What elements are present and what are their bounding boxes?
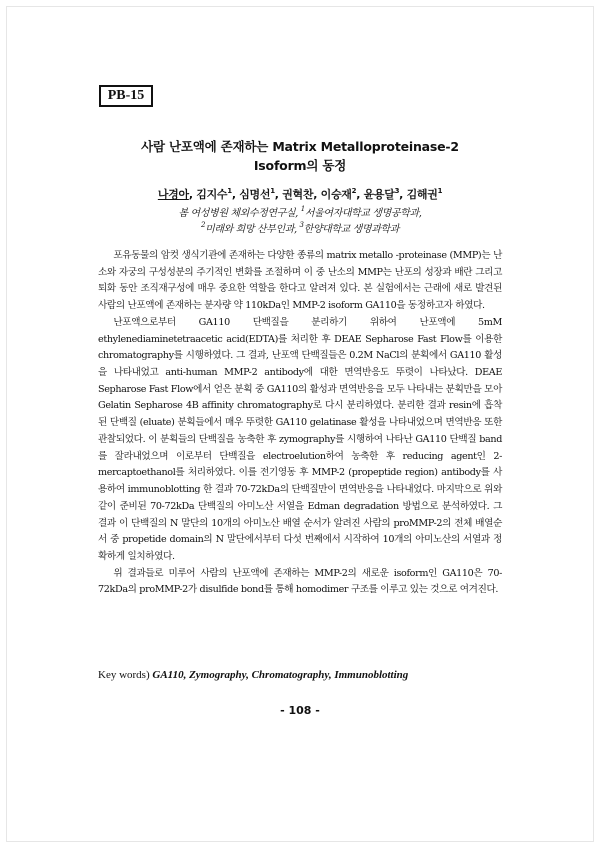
author-sep: , — [356, 188, 364, 201]
author-sup: 1 — [437, 187, 443, 195]
author-name: 심명선 — [239, 188, 271, 201]
keywords — [98, 669, 502, 681]
title-line-2: Isoform의 동정 — [253, 158, 347, 173]
affiliation-text: 미래와 희망 산부인과, — [205, 224, 300, 235]
title-line-1: 사람 난포액에 존재하는 Matrix Metalloproteinase-2 — [141, 139, 459, 154]
affiliation-sup: 2 — [201, 221, 206, 229]
author-sup: 1 — [227, 187, 232, 195]
author-name: 윤용달 — [363, 188, 395, 201]
author-sep: , — [399, 188, 407, 201]
affiliation-line-2 — [100, 220, 500, 235]
author-name: 이승재 — [320, 188, 352, 201]
author-name: 나경아 — [157, 188, 189, 201]
author-sep: , — [231, 188, 240, 201]
affiliation-sup: 1 — [300, 205, 305, 213]
affiliation-text: 한양대학교 생명과학과 — [303, 224, 399, 235]
abstract-body — [98, 248, 502, 599]
author-sep: , — [313, 188, 321, 201]
author-name: 김해권 — [406, 188, 438, 201]
author-list — [100, 186, 500, 202]
author-sup: 1 — [270, 187, 275, 195]
page-number: - 108 - — [280, 704, 320, 717]
poster-label: PB-15 — [99, 85, 153, 107]
abstract-paragraph: 포유동물의 암컷 생식기관에 존재하는 다양한 종류의 matrix metallo -proteinase (MMP)는 난소와 자궁의 구성성분의 주기적인 변화를 조절하며 이 중 난소의 MMP는 난포의 성장과 배란 그리고 퇴화 동안 조직재구성에 매우 중요한 역할을 한다고 알려져 있다. 본 실험에서는 근래에 새로 발견된 사람의 난포액에 존재하는 분자량 약 110kDa인 MMP-2 isoform GA110을 동정하고자 하였다. — [98, 250, 502, 312]
affiliation-sup: 3 — [299, 221, 304, 229]
abstract-paragraph: 난포액으로부터 GA110 단백질을 분리하기 위하여 난포액에 5mM ethylenediaminetetraacetic acid(EDTA)를 처리한 후 DEAE Sepharose Fast Flow를 이용한 chromatography를 시행하였다. 그 결과, 난포액 단백질들은 0.2M NaCl의 분획에서 GA110 활성을 나타내었고 anti-human MMP-2 antibody에 대한 면역반응도 뚜렷이 나타났다. DEAE Sepharose Fast Flow에서 얻은 분획 중 GA110의 활성과 면역반응을 모두 나타내는 분획만을 모아 Gelatin Sepharose 4B affinity chromatography로 다시 분리하였다. 분리한 결과 resin에 흡착된 단백질 (eluate) 분획들에서 매우 뚜렷한 GA110 gelatinase 활성을 나타내었으며 면역반응 또한 관찰되었다. 이 분획들의 단백질을 농축한 후 zymography를 시행하여 나타난 GA110 단백질 band를 잘라내었으며 이로부터 단백질을 electroelution하여 농축한 후 reducing agent인 2-mercaptoethanol를 처리하였다. 이를 전기영동 후 MMP-2 (propeptide region) antibody를 사용하여 immunoblotting 한 결과 70-72kDa의 단백질만이 면역반응을 나타내었다. 마지막으로 위와 같이 준비된 70-72kDa 단백질의 아미노산 서열을 Edman degradation 방법으로 분석하였다. 그 결과 이 단백질의 N 말단의 10개의 아미노산 배열 순서가 알려진 사람의 proMMP-2의 전체 배열순서 중 propetide domain의 N 말단에서부터 다섯 번째에서 시작하여 10개의 아미노산의 서열과 정확하게 일치하였다. — [98, 316, 502, 562]
author-sep: , — [274, 188, 283, 201]
abstract-paragraph: 위 결과들로 미루어 사람의 난포액에 존재하는 MMP-2의 새로운 isoform인 GA110은 70-72kDa의 proMMP-2가 disulfide bond를 통해 homodimer 구조를 이루고 있는 것으로 여겨진다. — [98, 567, 502, 596]
author-sup: 2 — [351, 187, 357, 195]
keywords-terms: GA110, Zymography, Chromatography, Immunoblotting — [152, 669, 409, 681]
author-name: 김지수 — [196, 188, 228, 201]
affiliation-text: 서울여자대학교 생명공학과, — [304, 208, 422, 219]
affiliation-text: 봄 여성병원 체외수정연구실, — [178, 208, 301, 219]
keywords-label: Key words) — [98, 669, 153, 681]
author-sup: 3 — [394, 187, 400, 195]
author-name: 권혁찬 — [282, 188, 314, 201]
author-sep: , — [188, 188, 197, 201]
affiliation-line-1 — [100, 204, 500, 219]
